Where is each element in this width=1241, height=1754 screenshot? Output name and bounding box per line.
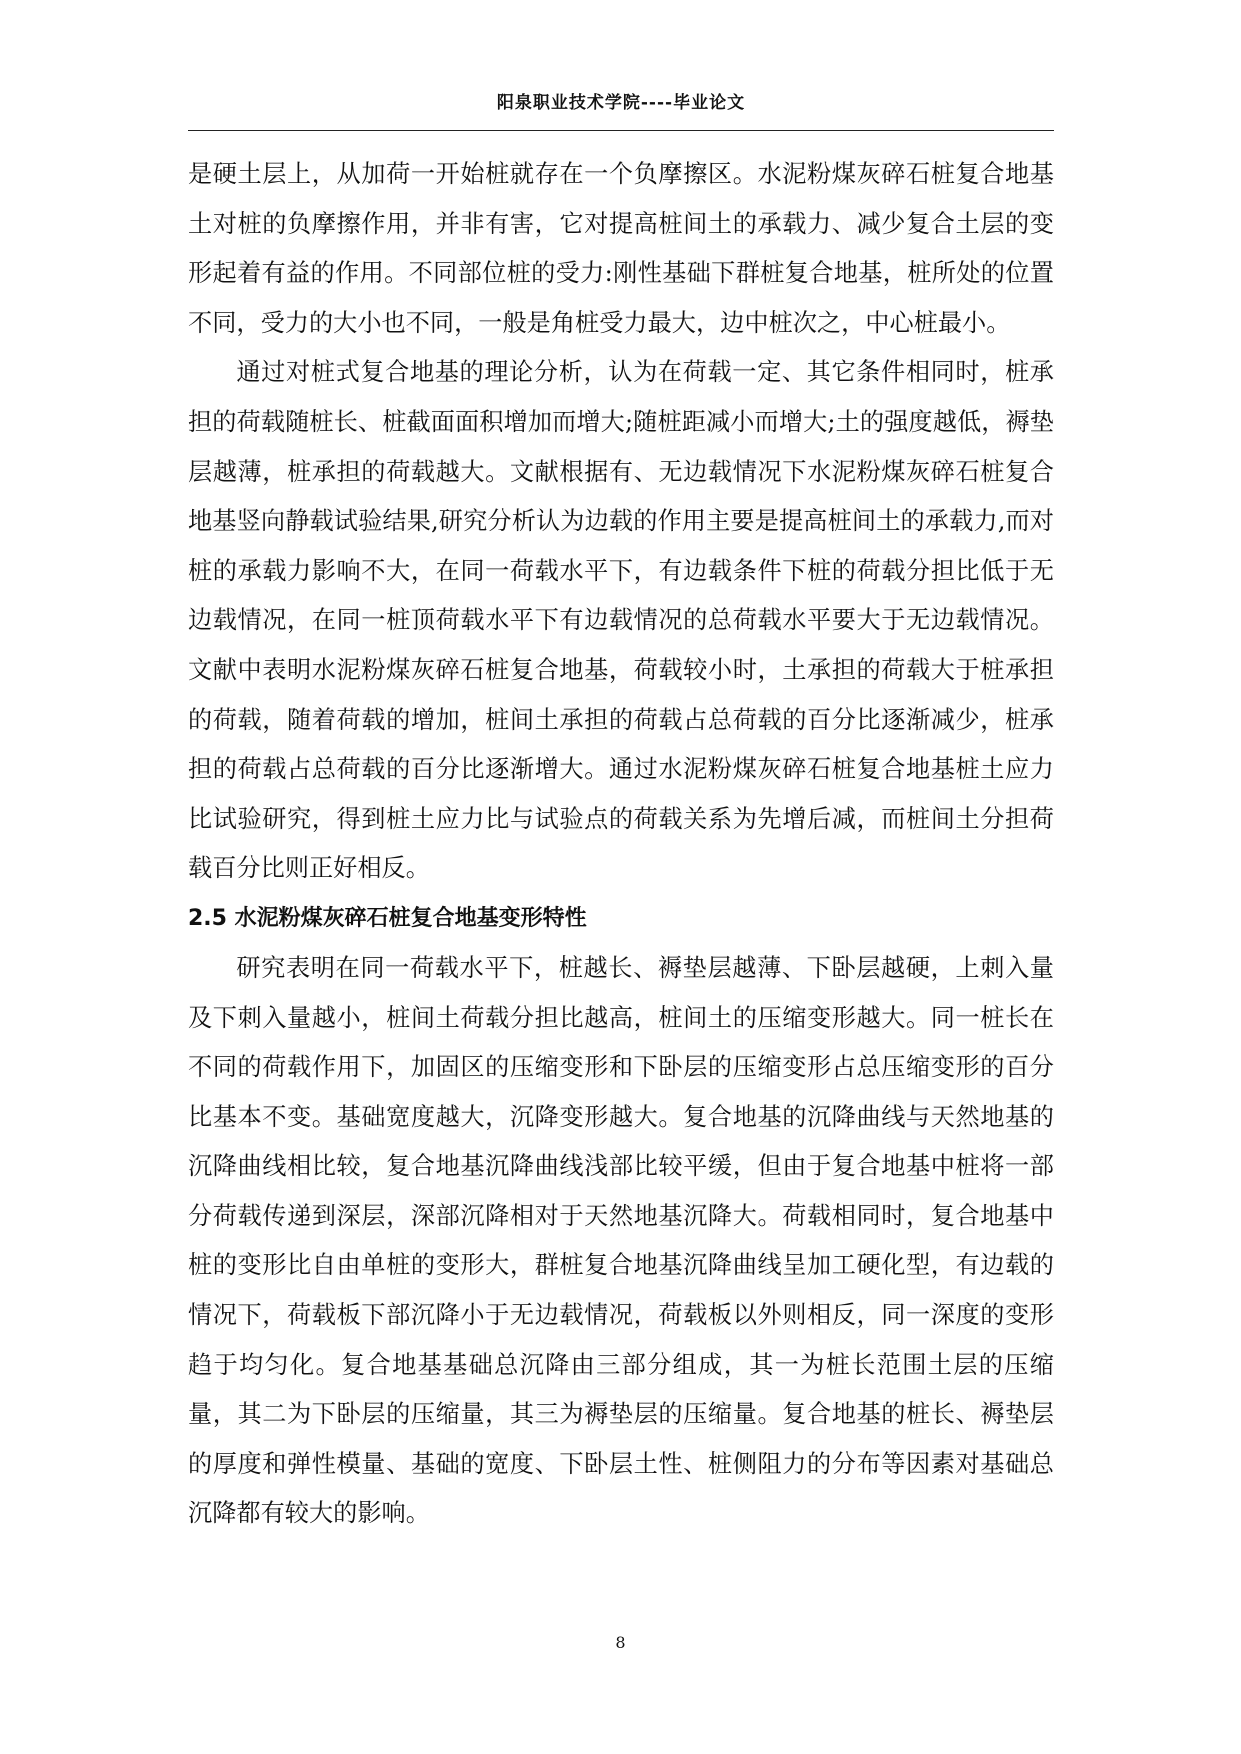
paragraph-deformation: 研究表明在同一荷载水平下，桩越长、褥垫层越薄、下卧层越硬，上刺入量及下刺入量越小，桩间土荷载分担比越高，桩间土的压缩变形越大。同一桩长在不同的荷载作用下，加固区的压缩变形和下卧层的压缩变形占总压缩变形的百分比基本不变。基础宽度越大，沉降变形越大。复合地基的沉降曲线与天然地基的沉降曲线相比较，复合地基沉降曲线浅部比较平缓，但由于复合地基中桩将一部分荷载传递到深层，深部沉降相对于天然地基沉降大。荷载相同时，复合地基中桩的变形比自由单桩的变形大，群桩复合地基沉降曲线呈加工硬化型，有边载的情况下，荷载板下部沉降小于无边载情况，荷载板以外则相反，同一深度的变形趋于均匀化。复合地基基础总沉降由三部分组成，其一为桩长范围土层的压缩量，其二为下卧层的压缩量，其三为褥垫层的压缩量。复合地基的桩长、褥垫层的厚度和弹性模量、基础的宽度、下卧层土性、桩侧阻力的分布等因素对基础总沉降都有较大的影响。 <box>188 953 1054 1528</box>
page-header <box>188 84 1054 131</box>
document-body <box>188 150 1054 1539</box>
paragraph-load-sharing: 通过对桩式复合地基的理论分析，认为在荷载一定、其它条件相同时，桩承担的荷载随桩长、桩截面面积增加而增大;随桩距减小而增大;土的强度越低，褥垫层越薄，桩承担的荷载越大。文献根据有、无边载情况下水泥粉煤灰碎石桩复合地基竖向静载试验结果,研究分析认为边载的作用主要是提高桩间土的承载力,而对桩的承载力影响不大，在同一荷载水平下，有边载条件下桩的荷载分担比低于无边载情况，在同一桩顶荷载水平下有边载情况的总荷载水平要大于无边载情况。文献中表明水泥粉煤灰碎石桩复合地基，荷载较小时，土承担的荷载大于桩承担的荷载，随着荷载的增加，桩间土承担的荷载占总荷载的百分比逐渐减少，桩承担的荷载占总荷载的百分比逐渐增大。通过水泥粉煤灰碎石桩复合地基桩土应力比试验研究，得到桩土应力比与试验点的荷载关系为先增后减，而桩间土分担荷载百分比则正好相反。 <box>188 358 1054 883</box>
header-title: 阳泉职业技术学院----毕业论文 <box>496 93 746 113</box>
page-number: 8 <box>615 1633 626 1652</box>
section-heading: 2.5 水泥粉煤灰碎石桩复合地基变形特性 <box>188 905 587 931</box>
paragraph-continued: 是硬土层上，从加荷一开始桩就存在一个负摩擦区。水泥粉煤灰碎石桩复合地基土对桩的负摩擦作用，并非有害，它对提高桩间土的承载力、减少复合土层的变形起着有益的作用。不同部位桩的受力:刚性基础下群桩复合地基，桩所处的位置不同，受力的大小也不同，一般是角桩受力最大，边中桩次之，中心桩最小。 <box>188 160 1054 337</box>
